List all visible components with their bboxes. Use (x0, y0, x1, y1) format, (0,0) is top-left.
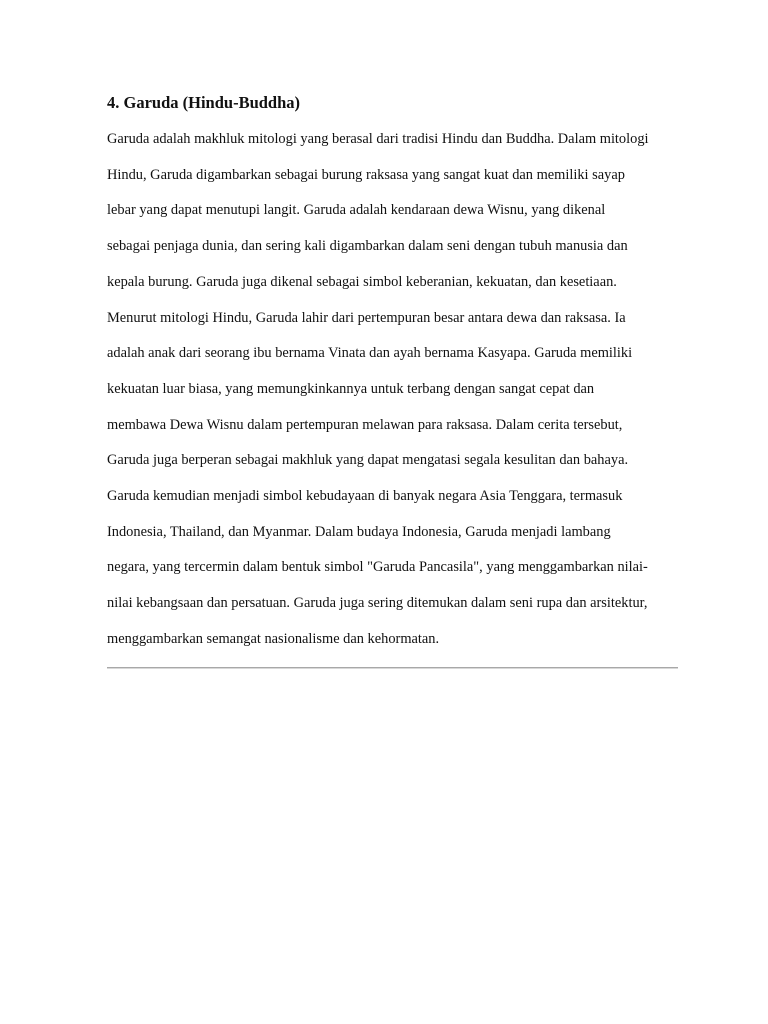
paragraph-line: menggambarkan semangat nasionalisme dan kehormatan. (107, 630, 440, 647)
paragraph-line: sebagai penjaga dunia, dan sering kali digambarkan dalam seni dengan tubuh manusia dan (107, 238, 628, 255)
body-paragraph (107, 122, 679, 658)
paragraph-line: lebar yang dapat menutupi langit. Garuda adalah kendaraan dewa Wisnu, yang dikenal (107, 202, 606, 219)
paragraph-line: adalah anak dari seorang ibu bernama Vinata dan ayah bernama Kasyapa. Garuda memiliki (107, 345, 633, 362)
paragraph-line: nilai kebangsaan dan persatuan. Garuda juga sering ditemukan dalam seni rupa dan arsitektur, (107, 595, 648, 612)
paragraph-line: Menurut mitologi Hindu, Garuda lahir dari pertempuran besar antara dewa dan raksasa. Ia (107, 309, 626, 326)
paragraph-line: negara, yang tercermin dalam bentuk simbol "Garuda Pancasila", yang menggambarkan nilai- (107, 559, 648, 576)
paragraph-line: Indonesia, Thailand, dan Myanmar. Dalam budaya Indonesia, Garuda menjadi lambang (107, 523, 611, 540)
section-heading: 4. Garuda (Hindu-Buddha) (107, 93, 301, 112)
paragraph-line: membawa Dewa Wisnu dalam pertempuran melawan para raksasa. Dalam cerita tersebut, (107, 416, 623, 433)
paragraph-line: Garuda kemudian menjadi simbol kebudayaan di banyak negara Asia Tenggara, termasuk (107, 488, 623, 505)
paragraph-line: Garuda juga berperan sebagai makhluk yang dapat mengatasi segala kesulitan dan bahaya. (107, 452, 629, 469)
paragraph-line: Garuda adalah makhluk mitologi yang berasal dari tradisi Hindu dan Buddha. Dalam mitologi (107, 131, 649, 147)
paragraph-line: kepala burung. Garuda juga dikenal sebagai simbol keberanian, kekuatan, dan kesetiaan. (107, 273, 617, 290)
paragraph-line: Hindu, Garuda digambarkan sebagai burung raksasa yang sangat kuat dan memiliki sayap (107, 166, 625, 183)
horizontal-rule (107, 667, 678, 669)
document-content (107, 92, 679, 658)
paragraph-line: kekuatan luar biasa, yang memungkinkannya untuk terbang dengan sangat cepat dan (107, 380, 595, 397)
